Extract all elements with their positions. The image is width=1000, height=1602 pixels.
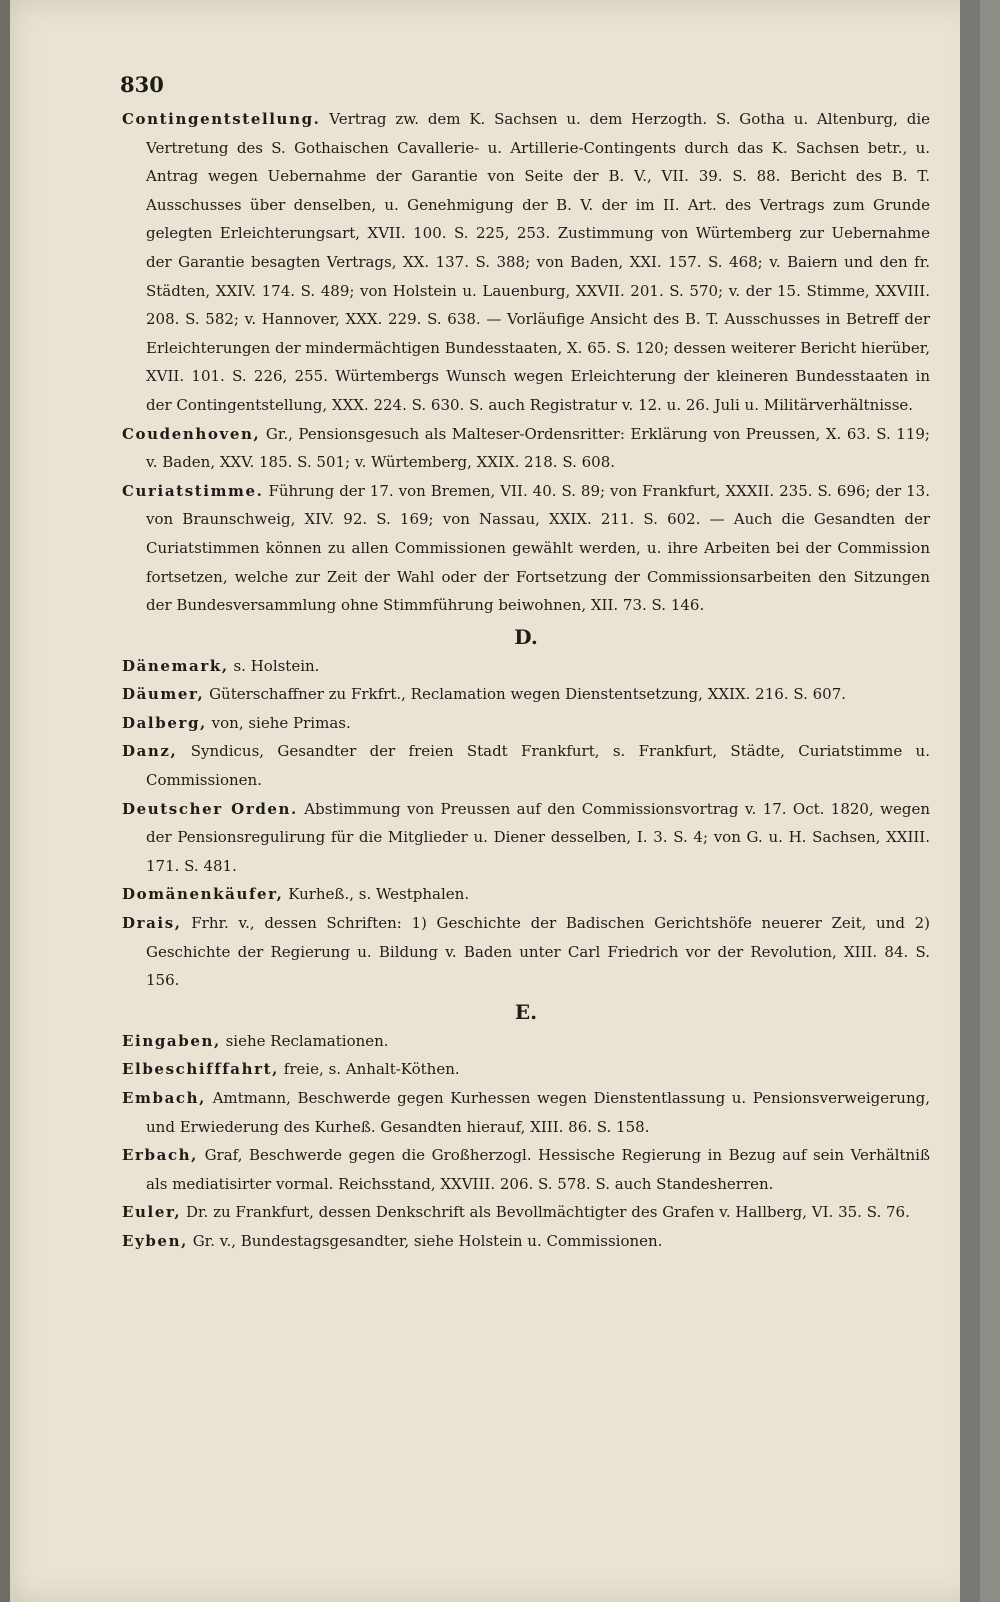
entry-head: Embach, — [122, 1089, 206, 1107]
entry-text: Dr. zu Frankfurt, dessen Denkschrift als Bevollmächtigter des Grafen v. Hallberg, VI. 35. S. 76. — [186, 1203, 910, 1222]
index-entry — [122, 737, 930, 794]
entry-text: Gr., Pensionsgesuch als Malteser-Ordensritter: Erklärung von Preussen, X. 63. S. 119; v. Baden, XXV. 185. S. 501; v. Würtemberg, XXIX. 218. S. 608. — [146, 424, 930, 472]
entry-head: Dalberg, — [122, 713, 207, 732]
section-letter-e: E. — [514, 999, 538, 1024]
index-entry — [122, 680, 930, 709]
entry-text: Graf, Beschwerde gegen die Großherzogl. Hessische Regierung in Bezug auf sein Verhältniß als mediatisirter vormal. Reichsstand, XXVIII. 206. S. 578. S. auch Standesherren. — [146, 1146, 930, 1193]
index-entry — [122, 709, 930, 738]
entry-head: Drais, — [122, 914, 182, 933]
index-entry — [122, 1141, 930, 1198]
page-number: 830 — [120, 72, 164, 97]
entry-text: Gr. v., Bundestagsgesandter, siehe Holstein u. Commissionen. — [192, 1231, 663, 1250]
entry-text: Frhr. v., dessen Schriften: 1) Geschichte der Badischen Gerichtshöfe neuerer Zeit, und 2) Geschichte der Regierung u. Bildung v. Baden unter Carl Friedrich vor der Revolution, XIII. 84. S. 156. — [146, 914, 930, 990]
index-entry — [122, 105, 930, 420]
index-entry — [122, 652, 930, 681]
index-entry — [122, 1084, 930, 1141]
entry-head: Däumer, — [122, 685, 205, 704]
entry-text: Abstimmung von Preussen auf den Commissionsvortrag v. 17. Oct. 1820, wegen der Pensionsregulirung für die Mitglieder u. Diener desselben, I. 3. S. 4; von G. u. H. Sachsen, XXIII. 171. S. 481. — [146, 799, 930, 875]
entry-text: Güterschaffner zu Frkfrt., Reclamation wegen Dienstentsetzung, XXIX. 216. S. 607. — [209, 685, 847, 704]
book-page — [10, 0, 980, 1602]
entry-head: Elbeschifffahrt, — [122, 1060, 279, 1079]
entry-head: Danz, — [122, 742, 178, 761]
index-entry — [122, 1198, 930, 1227]
entry-head: Erbach, — [122, 1146, 199, 1165]
entry-text: Vertrag zw. dem K. Sachsen u. dem Herzogth. S. Gotha u. Altenburg, die Vertretung des S. Gothaischen Cavallerie- u. Artillerie-Contingents durch das K. Sachsen betr., u. Antrag wegen Uebernahme der Garantie von Seite der B. V., VII. 39. S. 88. Bericht des B. T. Ausschusses über denselben, u. Genehmigung der B. V. der im II. Art. des Vertrags zum Grunde gelegten Erleichterungsart, XVII. 100. S. 225, 253. Zustimmung von Würtemberg zur Uebernahme der Garantie besagten Vertrags, XX. 137. S. 388; von Baden, XXI. 157. S. 468; v. Baiern und den fr. Städten, XXIV. 174. S. 489; von Holstein u. Lauenburg, XXVII. 201. S. 570; v. der 15. Stimme, XXVIII. 208. S. 582; v. Hannover, XXX. 229. S. 638. — Vorläufige Ansicht des B. T. Ausschusses in Betreff der Erleichterungen der mindermächtigen Bundesstaaten, X. 65. S. 120; dessen weiterer Bericht hierüber, XVII. 101. S. 226, 255. Würtembergs Wunsch wegen Erleichterung der kleineren Bundesstaaten in der Contingentstellung, XXX. 224. S. 630. S. auch Registratur v. 12. u. 26. Juli u. Militärverhältnisse. — [146, 110, 930, 414]
entry-head: Coudenhoven, — [122, 424, 261, 443]
entry-head: Curiatstimme. — [122, 481, 264, 500]
index-entry — [122, 477, 930, 620]
index-entry — [122, 1227, 930, 1256]
index-entry — [122, 909, 930, 995]
entry-head: Euler, — [122, 1203, 182, 1222]
entry-text: Kurheß., s. Westphalen. — [288, 885, 470, 904]
entry-head: Domänenkäufer, — [122, 885, 284, 904]
index-entry — [122, 795, 930, 881]
index-entry — [122, 420, 930, 477]
entry-text: s. Holstein. — [233, 656, 320, 675]
entry-text: Führung der 17. von Bremen, VII. 40. S. 89; von Frankfurt, XXXII. 235. S. 696; der 13. von Braunschweig, XIV. 92. S. 169; von Nassau, XXIX. 211. S. 602. — Auch die Gesandten der Curiatstimmen können zu allen Commissionen gewählt werden, u. ihre Arbeiten bei der Commission fortsetzen, welche zur Zeit der Wahl oder der Fortsetzung der Commissionsarbeiten den Sitzungen der Bundesversammlung ohne Stimmführung beiwohnen, XII. 73. S. 146. — [146, 481, 930, 615]
entry-text: siehe Reclamationen. — [225, 1031, 389, 1050]
entry-head: Eingaben, — [122, 1031, 221, 1050]
entry-text: Amtmann, Beschwerde gegen Kurhessen wegen Dienstentlassung u. Pensionsverweigerung, und Erwiederung des Kurheß. Gesandten hierauf, XIII. 86. S. 158. — [146, 1089, 930, 1136]
index-entry — [122, 1055, 930, 1084]
index-entry — [122, 880, 930, 909]
page-edge-shadow — [960, 0, 980, 1602]
entry-head: Contingentstellung. — [122, 110, 321, 128]
entry-text: von, siehe Primas. — [211, 713, 351, 732]
book-spine-shadow — [0, 0, 10, 1602]
entry-text: Syndicus, Gesandter der freien Stadt Frankfurt, s. Frankfurt, Städte, Curiatstimme u. Commissionen. — [146, 742, 930, 790]
entry-head: Dänemark, — [122, 656, 229, 675]
entry-head: Deutscher Orden. — [122, 799, 298, 818]
index-text — [122, 105, 930, 1256]
entry-text: freie, s. Anhalt-Köthen. — [283, 1060, 460, 1079]
entry-head: Eyben, — [122, 1231, 188, 1250]
section-letter-d: D. — [514, 624, 538, 649]
index-entry — [122, 1027, 930, 1056]
